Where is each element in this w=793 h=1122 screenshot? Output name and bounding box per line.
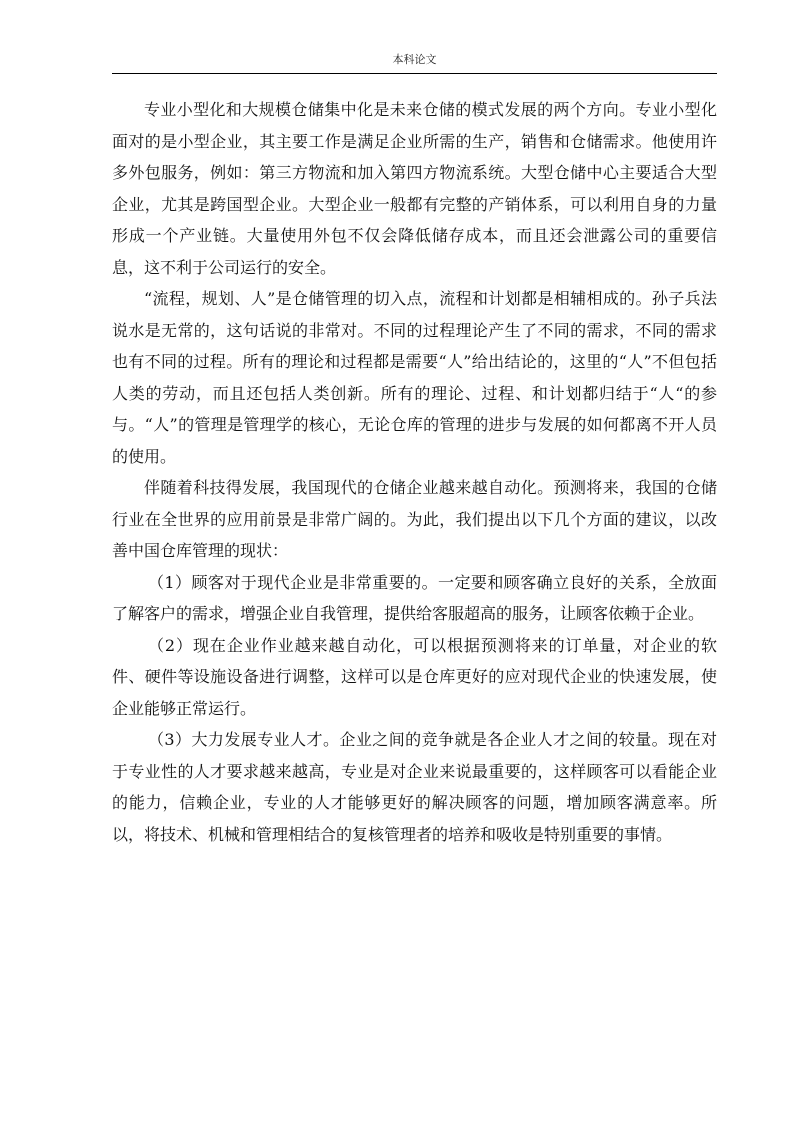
paragraph-suggestion-3: （3）大力发展专业人才。企业之间的竞争就是各企业人才之间的较量。现在对于专业性的人才要求越来越高，专业是对企业来说最重要的，这样顾客可以看能企业的能力，信赖企业，专业的人才能够更好的解决顾客的问题，增加顾客满意率。所以，将技术、机械和管理相结合的复核管理者的培养和吸收是特别重要的事情。 [112,730,717,844]
paragraph-storage-trends: 专业小型化和大规模仓储集中化是未来仓储的模式发展的两个方向。专业小型化面对的是小型企业，其主要工作是满足企业所需的生产，销售和仓储需求。他使用许多外包服务，例如：第三方物流和加入第四方物流系统。大型仓储中心主要适合大型企业，尤其是跨国型企业。大型企业一般都有完整的产销体系，可以利用自身的力量形成一个产业链。大量使用外包不仅会降低储存成本，而且还会泄露公司的重要信息，这不利于公司运行的安全。 [112,100,717,277]
page-header-title: 本科论文 [392,53,437,66]
header-divider [112,73,717,74]
paragraph-suggestion-1: （1）顾客对于现代企业是非常重要的。一定要和顾客确立良好的关系，全放面了解客户的需求，增强企业自我管理，提供给客服超高的服务，让顾客依赖于企业。 [112,572,717,623]
paragraph-automation-outlook: 伴随着科技得发展，我国现代的仓储企业越来越自动化。预测将来，我国的仓储行业在全世界的应用前景是非常广阔的。为此，我们提出以下几个方面的建议，以改善中国仓库管理的现状： [112,478,717,560]
paragraph-suggestion-2: （2）现在企业作业越来越自动化，可以根据预测将来的订单量，对企业的软件、硬件等设施设备进行调整，这样可以是仓库更好的应对现代企业的快速发展，使企业能够正常运行。 [112,635,717,718]
document-body [112,94,717,850]
paragraph-process-planning-people: “流程，规划、人”是仓储管理的切入点，流程和计划都是相辅相成的。孙子兵法说水是无常的，这句话说的非常对。不同的过程理论产生了不同的需求，不同的需求也有不同的过程。所有的理论和过程都是需要“人”给出结论的，这里的“人”不但包括人类的劳动，而且还包括人类创新。所有的理论、过程、和计划都归结于“人“的参与。“人”的管理是管理学的核心，无论仓库的管理的进步与发展的如何都离不开人员的使用。 [112,289,717,466]
